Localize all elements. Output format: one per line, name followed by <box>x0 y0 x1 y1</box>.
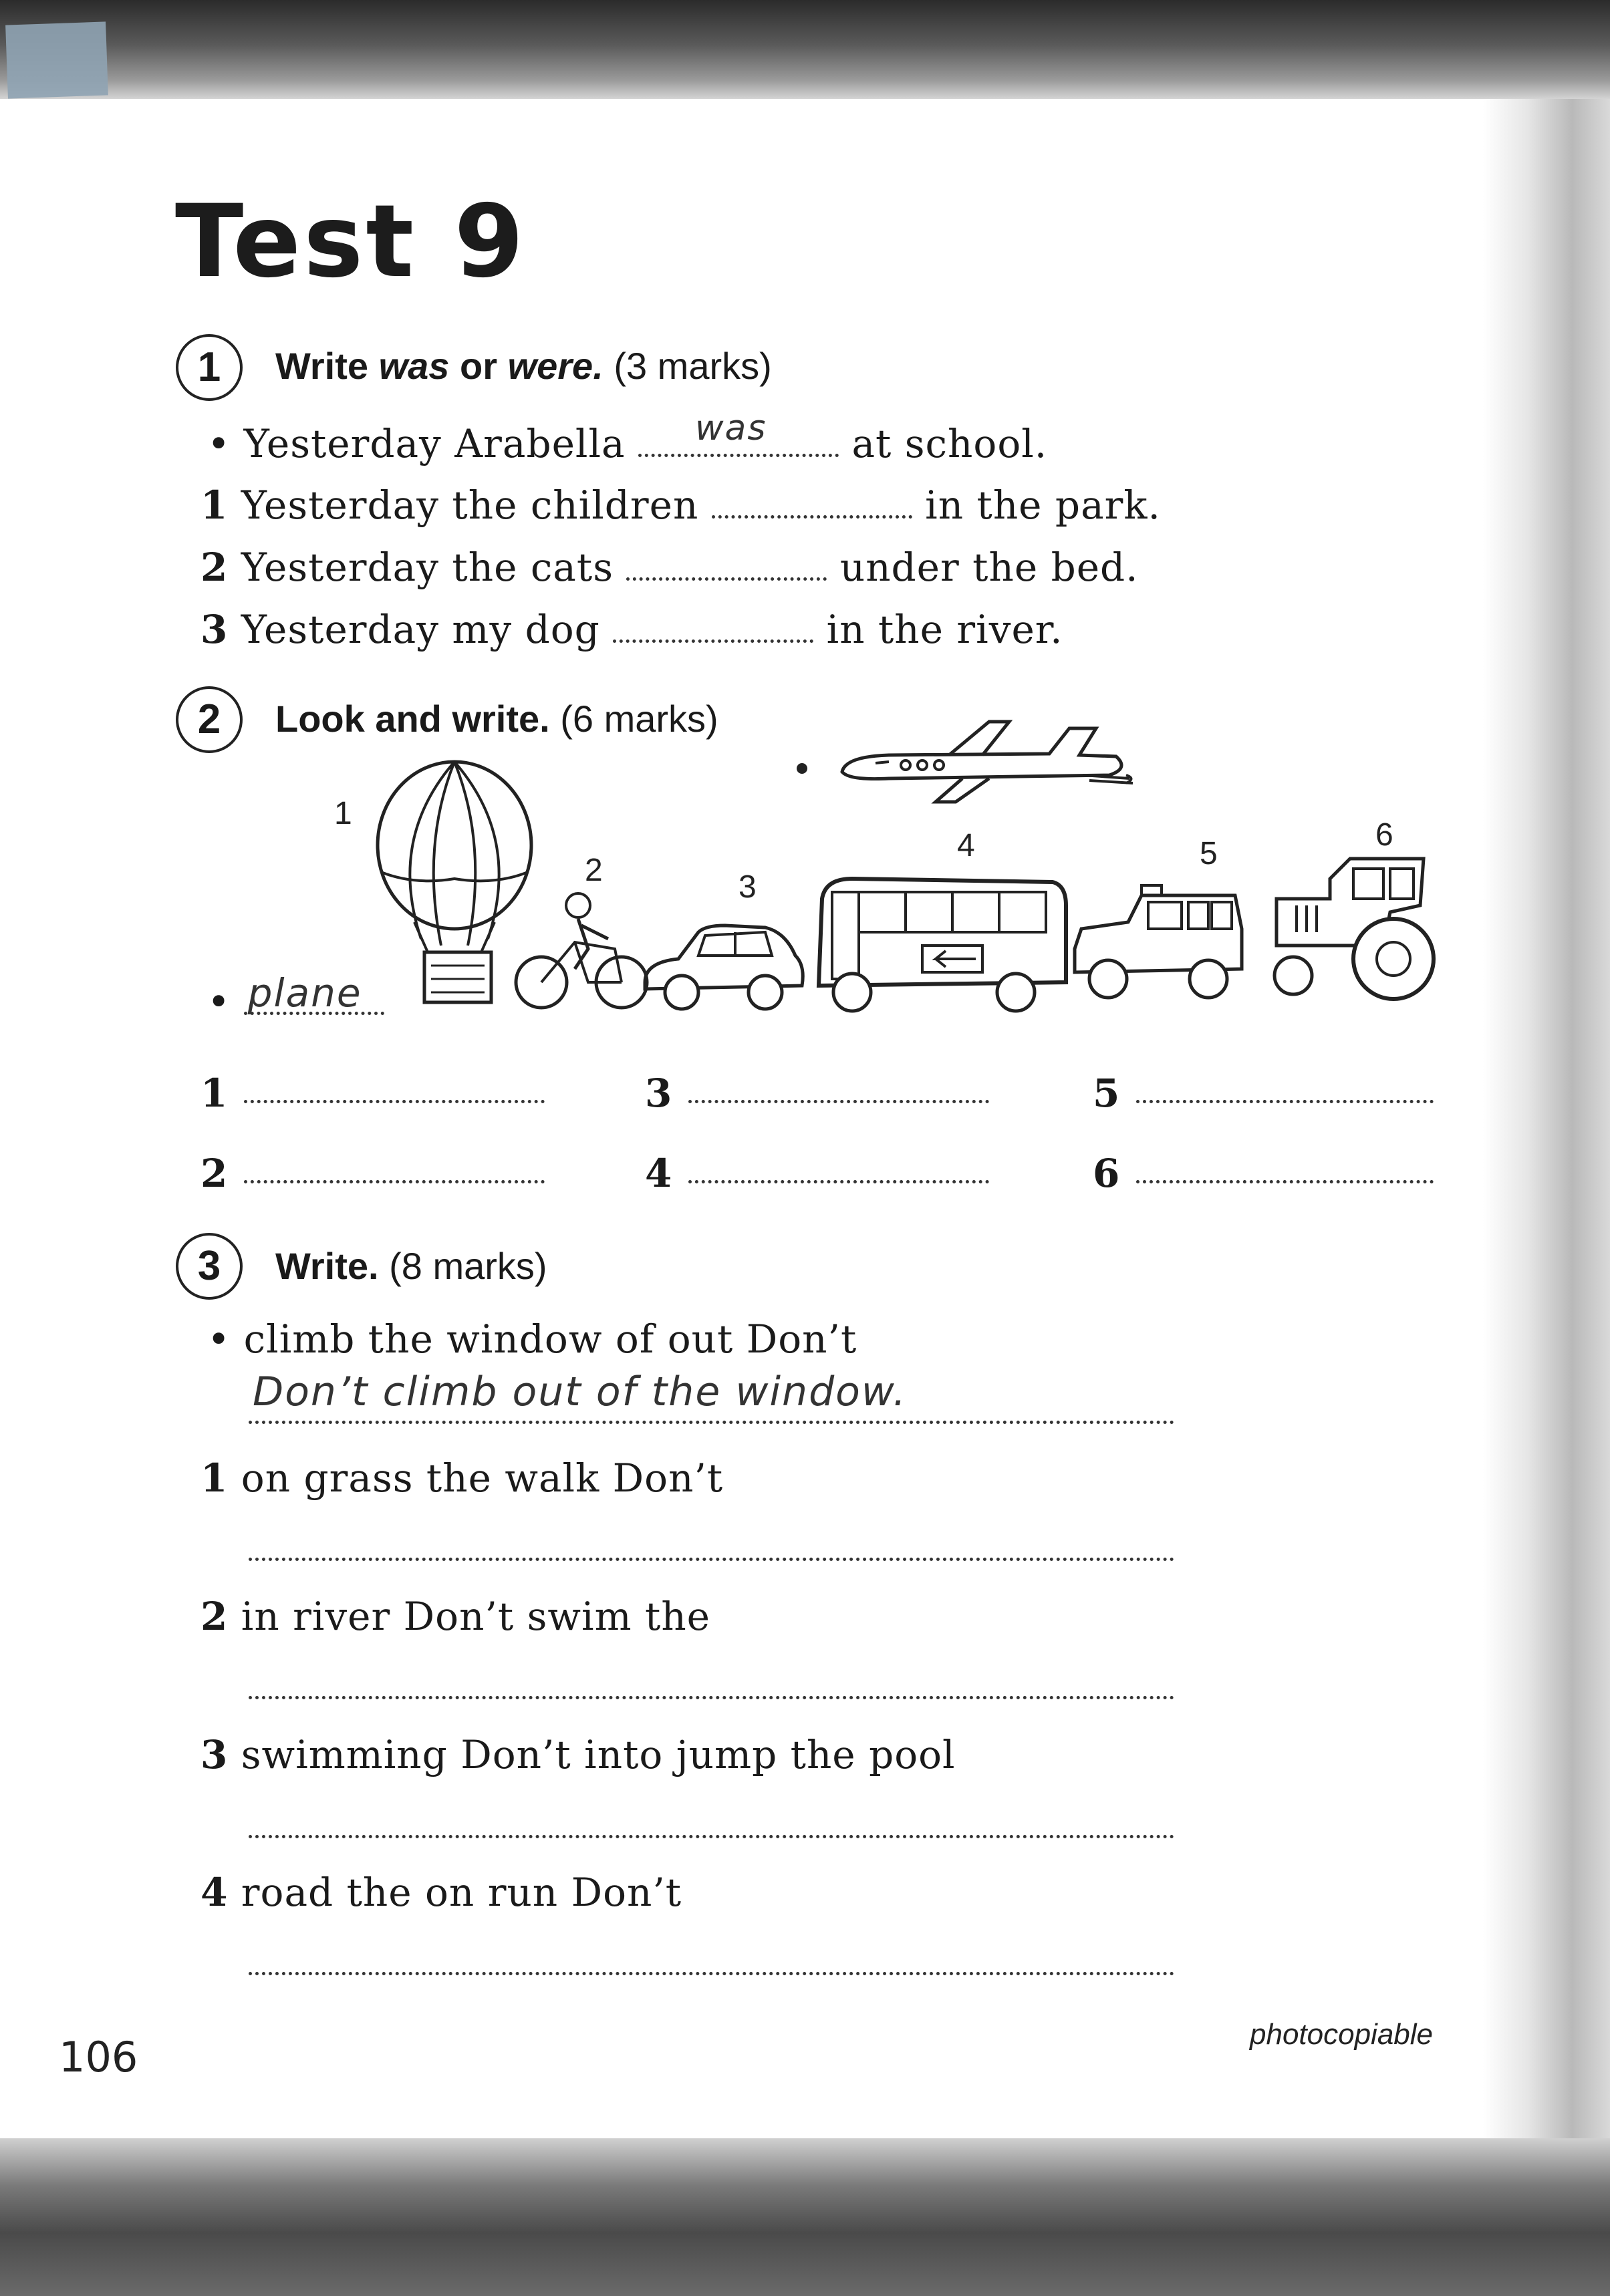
instruction-were: were. <box>507 345 603 387</box>
exercise-1-number: 1 <box>176 334 243 401</box>
photocopiable-note: photocopiable <box>1250 2018 1434 2051</box>
answer-field-6[interactable] <box>1136 1176 1434 1183</box>
item-4-answer-line[interactable] <box>249 1968 1174 1975</box>
answer-field-4[interactable] <box>688 1176 989 1183</box>
exercise-2-number: 2 <box>176 686 243 753</box>
item-1-answer-field[interactable] <box>712 509 912 519</box>
item-number: 3 <box>200 1732 229 1777</box>
scanner-top-edge <box>0 0 1610 100</box>
item-number: 3 <box>200 607 229 652</box>
example-answer-line[interactable] <box>249 1417 1174 1424</box>
item-words: in river Don’t swim the <box>241 1594 711 1639</box>
exercise-1-item-2 <box>200 545 1139 590</box>
car-illustration <box>638 915 812 1016</box>
answer-number-1: 1 <box>200 1070 228 1116</box>
answer-field-3[interactable] <box>688 1096 989 1103</box>
instruction-text: Look and write. <box>275 698 550 740</box>
item-number: 1 <box>200 1455 229 1501</box>
item-number: 1 <box>200 482 229 528</box>
answer-field-1[interactable] <box>244 1096 545 1103</box>
item-after: in the park. <box>925 482 1161 528</box>
picture-number-1: 1 <box>334 796 352 831</box>
exercise-2-marks: (6 marks) <box>560 698 718 740</box>
picture-number-5: 5 <box>1200 836 1218 871</box>
page-title: Test 9 <box>175 184 527 300</box>
example-answer: Don’t climb out of the window. <box>253 1369 908 1415</box>
item-number: 4 <box>200 1870 229 1915</box>
bullet: • <box>207 421 231 466</box>
exercise-3-item-1 <box>200 1455 723 1501</box>
bus-illustration <box>812 872 1073 1016</box>
example-before: Yesterday Arabella <box>243 421 626 466</box>
item-3-answer-line[interactable] <box>249 1831 1174 1838</box>
exercise-1-item-1 <box>200 482 1161 528</box>
answer-number-4: 4 <box>645 1151 672 1196</box>
exercise-1-item-3 <box>200 607 1063 652</box>
exercise-3-example-words <box>207 1316 857 1362</box>
picture-number-6: 6 <box>1375 817 1393 853</box>
item-words: road the on run Don’t <box>241 1870 682 1915</box>
picture-number-4: 4 <box>957 828 975 863</box>
exercise-3-marks: (8 marks) <box>389 1245 547 1287</box>
answer-number-2: 2 <box>200 1151 228 1196</box>
example-answer: plane <box>247 970 362 1016</box>
item-before: Yesterday my dog <box>241 607 600 652</box>
item-after: under the bed. <box>839 545 1139 590</box>
item-1-answer-line[interactable] <box>249 1554 1174 1561</box>
item-number: 2 <box>200 1594 229 1639</box>
exercise-1-instruction <box>275 344 772 388</box>
scanner-bottom-edge <box>0 2138 1610 2296</box>
exercise-3-item-2 <box>200 1594 710 1639</box>
item-3-answer-field[interactable] <box>613 633 813 643</box>
exercise-2-instruction <box>275 697 718 740</box>
item-words: swimming Don’t into jump the pool <box>241 1732 956 1777</box>
picture-number-3: 3 <box>739 869 757 905</box>
bullet: • <box>207 979 231 1024</box>
exercise-3-item-3 <box>200 1732 956 1777</box>
item-2-answer-field[interactable] <box>626 571 827 581</box>
example-answer-field[interactable] <box>638 408 839 457</box>
answer-number-3: 3 <box>645 1070 672 1116</box>
picture-number-2: 2 <box>585 853 603 888</box>
exercise-1-marks: (3 marks) <box>614 345 772 387</box>
answer-number-5: 5 <box>1093 1070 1120 1116</box>
item-number: 2 <box>200 545 229 590</box>
item-2-answer-line[interactable] <box>249 1692 1174 1699</box>
instruction-write: Write <box>275 345 368 387</box>
jeep-illustration <box>1068 882 1248 1006</box>
instruction-text: Write. <box>275 1245 379 1287</box>
bullet: • <box>207 1316 231 1362</box>
bicycle-illustration <box>515 889 648 1016</box>
exercise-1-example <box>207 408 1048 466</box>
instruction-or: or <box>459 345 497 387</box>
instruction-was: was <box>378 345 450 387</box>
item-words: on grass the walk Don’t <box>241 1455 724 1501</box>
example-answer-field[interactable] <box>244 970 384 1016</box>
item-after: in the river. <box>826 607 1063 652</box>
example-after: at school. <box>851 421 1048 466</box>
example-words: climb the window of out Don’t <box>243 1316 857 1362</box>
answer-number-6: 6 <box>1093 1151 1120 1196</box>
item-before: Yesterday the cats <box>241 545 614 590</box>
example-answer: was <box>695 408 767 448</box>
page-number: 106 <box>59 2033 138 2082</box>
tractor-illustration <box>1270 852 1437 1009</box>
scanner-tab <box>5 21 108 98</box>
page-binding-shadow <box>1483 99 1610 2144</box>
exercise-3-instruction <box>275 1244 547 1288</box>
plane-illustration <box>782 708 1143 815</box>
answer-field-2[interactable] <box>244 1176 545 1183</box>
exercise-3-number: 3 <box>176 1233 243 1300</box>
item-before: Yesterday the children <box>241 482 699 528</box>
exercise-3-item-4 <box>200 1870 682 1915</box>
answer-field-5[interactable] <box>1136 1096 1434 1103</box>
exercise-2-example <box>207 970 384 1024</box>
